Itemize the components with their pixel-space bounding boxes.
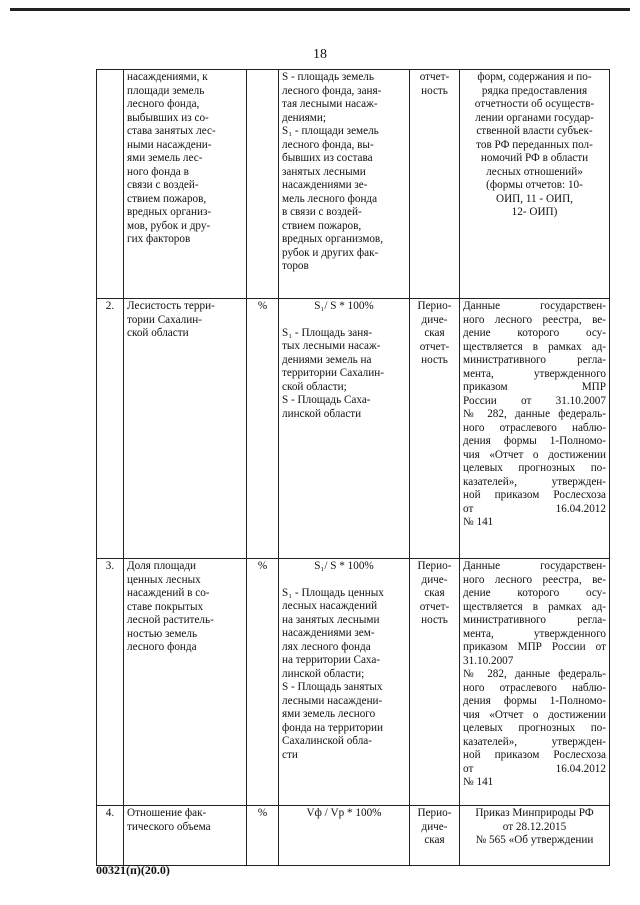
formula-line: лесных насаждений — [282, 600, 378, 612]
source-line: министративного регла- — [463, 614, 606, 626]
source-cell — [460, 299, 610, 559]
source-line: ОИП, 11 - ОИП, — [496, 192, 573, 205]
indicator-cell — [124, 806, 247, 866]
formula-expression: S₁/ S * 100% — [314, 560, 374, 572]
indicator-line: Доля площади — [127, 560, 197, 572]
source-line: дение которого осу- — [463, 327, 606, 339]
table-row — [97, 559, 610, 806]
unit: % — [257, 560, 268, 572]
source-line: № 282, данные федераль- — [463, 408, 606, 420]
formula-line: лесного фонда, вы- — [282, 138, 374, 151]
formula-line: S₁ - Площадь заня- — [282, 326, 373, 339]
source-line: ного лесного реестра, ве- — [463, 573, 606, 586]
indicator-line: вредных организ- — [127, 206, 212, 218]
source-line: от 16.04.2012 — [463, 762, 606, 775]
source-line: рядка предоставления — [481, 84, 588, 97]
row-number: 3. — [105, 560, 115, 572]
formula-line: ями земель лесного — [282, 708, 376, 720]
source-line: ного отраслевого наблю- — [463, 681, 606, 694]
indicator-line: ями земель лес- — [127, 152, 203, 164]
formula-cell — [279, 806, 410, 866]
indicator-line: лесного фонда, — [127, 98, 200, 110]
formula-line: фонда на территории — [282, 721, 383, 734]
indicator-line: мов, рубок и дру- — [127, 219, 211, 232]
period-line: Перио- — [417, 807, 452, 819]
period-line: ность — [421, 614, 448, 626]
source-line: ществляется в рамках ад- — [463, 600, 606, 613]
formula-line: Сахалинской обла- — [282, 735, 372, 747]
source-line: от 28.12.2015 — [502, 820, 567, 833]
formula-line: тая лесными насаж- — [282, 98, 378, 110]
source-line: ществляется в рамках ад- — [463, 340, 606, 353]
period-line: Перио- — [417, 560, 452, 572]
formula-line: лях лесного фонда — [282, 640, 371, 653]
source-line: лении органами государ- — [475, 111, 594, 124]
source-line: дения формы 1-Полномо- — [463, 435, 606, 447]
indicator-line: ской области — [127, 327, 189, 339]
period-line: ская — [424, 834, 445, 846]
source-line: тов РФ переданных пол- — [476, 138, 593, 151]
period-line: ность — [421, 354, 448, 366]
row-number-cell — [97, 299, 124, 559]
source-line: № 141 — [463, 776, 494, 788]
period-line: диче- — [421, 573, 448, 586]
source-cell — [460, 559, 610, 806]
source-line: приказом МПР — [463, 381, 606, 393]
source-line: от 16.04.2012 — [463, 502, 606, 515]
indicator-line: Лесистость терри- — [127, 300, 215, 312]
unit-cell — [247, 559, 279, 806]
indicator-line: насаждениями, к — [127, 71, 208, 83]
formula-line: занятых лесными — [282, 165, 366, 178]
row-number-cell — [97, 70, 124, 299]
indicator-line: Отношение фак- — [127, 807, 207, 819]
source-line: России от 31.10.2007 — [463, 394, 606, 407]
formula-line: S - Площадь занятых — [282, 681, 383, 693]
formula-cell — [279, 299, 410, 559]
unit-cell — [247, 806, 279, 866]
indicator-cell — [124, 559, 247, 806]
table-row — [97, 299, 610, 559]
indicator-line: насаждений в со- — [127, 587, 210, 599]
source-line: 12- ОИП) — [511, 206, 558, 218]
period-line: диче- — [421, 313, 448, 326]
source-line: № 565 «Об утверждении — [475, 834, 594, 846]
row-number: 2. — [105, 300, 115, 312]
indicator-line: тического объема — [127, 820, 211, 833]
source-line: чия «Отчет о достижении — [463, 448, 606, 461]
source-line: министративного регла- — [463, 354, 606, 366]
table-row — [97, 70, 610, 299]
source-line: целевых прогнозных по- — [463, 462, 606, 474]
period-line: отчет- — [419, 340, 450, 353]
source-line: № 141 — [463, 516, 494, 528]
source-cell — [460, 806, 610, 866]
formula-expression: S₁/ S * 100% — [314, 300, 374, 312]
indicator-line: лесной раститель- — [127, 614, 214, 626]
formula-line: дениями земель на — [282, 353, 372, 366]
formula-cell — [279, 559, 410, 806]
row-number-cell — [97, 559, 124, 806]
source-line: номочий РФ в области — [480, 152, 589, 164]
formula-line: ской области; — [282, 380, 347, 393]
formula-line: линской области — [282, 407, 362, 420]
formula-line: бывших из состава — [282, 152, 373, 164]
row-number: 4. — [105, 807, 115, 819]
source-line: целевых прогнозных по- — [463, 722, 606, 734]
indicator-line: ставе покрытых — [127, 600, 204, 613]
source-line: приказом МПР России от — [463, 641, 606, 653]
formula-line: рубок и других фак- — [282, 246, 379, 259]
indicator-line: става занятых лес- — [127, 125, 216, 137]
indicator-line: площади земель — [127, 84, 205, 97]
formula-line: S - площадь земель — [282, 71, 374, 83]
source-line: дение которого осу- — [463, 587, 606, 599]
source-line: Данные государствен- — [463, 560, 606, 572]
formula-line: территории Сахалин- — [282, 367, 384, 379]
indicator-cell — [124, 70, 247, 299]
indicator-line: тории Сахалин- — [127, 313, 202, 326]
period-line: отчет- — [419, 71, 450, 83]
periodicity-cell — [410, 70, 460, 299]
formula-line: ствием пожаров, — [282, 219, 362, 232]
footer-code: 00321(п)(20.0) — [96, 863, 170, 877]
source-line: отчетности об осуществ- — [474, 98, 595, 110]
source-line: Данные государствен- — [463, 300, 606, 312]
formula-line: на занятых лесными — [282, 613, 380, 626]
formula-line: S₁ - площади земель — [282, 125, 379, 137]
indicator-line: ценных лесных — [127, 573, 201, 586]
formula-line: лесного фонда, заня- — [282, 84, 382, 97]
formula-line: в связи с воздей- — [282, 206, 362, 218]
formula-line: дениями; — [282, 111, 326, 124]
indicator-line: выбывших из со- — [127, 111, 209, 124]
source-line: мента, утвержденного — [463, 367, 606, 380]
formula-line: тых лесными насаж- — [282, 340, 381, 352]
formula-line: линской области; — [282, 667, 365, 680]
period-line: ская — [424, 327, 445, 339]
formula-line: на территории Саха- — [282, 654, 381, 666]
indicator-line: связи с воздей- — [127, 179, 199, 191]
source-line: ной приказом Рослесхоза — [463, 489, 606, 501]
formula-line: сти — [282, 748, 298, 761]
source-line: дения формы 1-Полномо- — [463, 695, 606, 707]
periodicity-cell — [410, 299, 460, 559]
source-line: ного лесного реестра, ве- — [463, 313, 606, 326]
formula-line: мель лесного фонда — [282, 192, 378, 205]
indicator-line: ными насаждени- — [127, 138, 212, 151]
indicator-line: ностью земель — [127, 627, 198, 640]
formula-line: S - Площадь Саха- — [282, 394, 371, 406]
source-line: чия «Отчет о достижении — [463, 708, 606, 721]
period-line: ность — [421, 84, 448, 97]
unit-cell — [247, 299, 279, 559]
source-line: Приказ Минприроды РФ — [475, 807, 594, 819]
source-line: лесных отношений» — [486, 165, 583, 178]
unit: % — [257, 300, 268, 312]
source-line: форм, содержания и по- — [477, 71, 592, 83]
periodicity-cell — [410, 806, 460, 866]
indicator-line: гих факторов — [127, 233, 191, 245]
formula-line: насаждениями зе- — [282, 179, 368, 191]
period-line: ская — [424, 587, 445, 599]
indicator-line: ствием пожаров, — [127, 192, 207, 205]
indicator-cell — [124, 299, 247, 559]
source-line: ственной власти субъек- — [476, 125, 593, 137]
source-line: ной приказом Рослесхоза — [463, 749, 606, 761]
formula-line: вредных организмов, — [282, 233, 384, 245]
source-line: мента, утвержденного — [463, 627, 606, 640]
formula-cell — [279, 70, 410, 299]
indicators-table — [96, 69, 610, 866]
indicator-line: лесного фонда — [127, 641, 197, 653]
period-line: диче- — [421, 820, 448, 833]
source-line: № 282, данные федераль- — [463, 668, 606, 680]
formula-line: торов — [282, 260, 309, 272]
formula-expression: Vф / Vр * 100% — [306, 807, 382, 819]
row-number-cell — [97, 806, 124, 866]
source-line: (формы отчетов: 10- — [486, 179, 583, 191]
periodicity-cell — [410, 559, 460, 806]
source-line: ного отраслевого наблю- — [463, 421, 606, 434]
period-line: Перио- — [417, 300, 452, 312]
unit: % — [257, 807, 268, 819]
formula-line: насаждениями зем- — [282, 627, 375, 639]
indicator-line: ного фонда в — [127, 165, 189, 178]
source-line: 31.10.2007 — [463, 654, 514, 667]
formula-line: S₁ - Площадь ценных — [282, 586, 384, 599]
period-line: отчет- — [419, 600, 450, 613]
source-line: казателей», утвержден- — [463, 475, 606, 488]
top-rule — [10, 8, 630, 11]
page-number: 18 — [313, 47, 327, 62]
source-line: казателей», утвержден- — [463, 735, 606, 748]
table-row — [97, 806, 610, 866]
unit-cell — [247, 70, 279, 299]
source-cell — [460, 70, 610, 299]
formula-line: лесными насаждени- — [282, 694, 383, 707]
